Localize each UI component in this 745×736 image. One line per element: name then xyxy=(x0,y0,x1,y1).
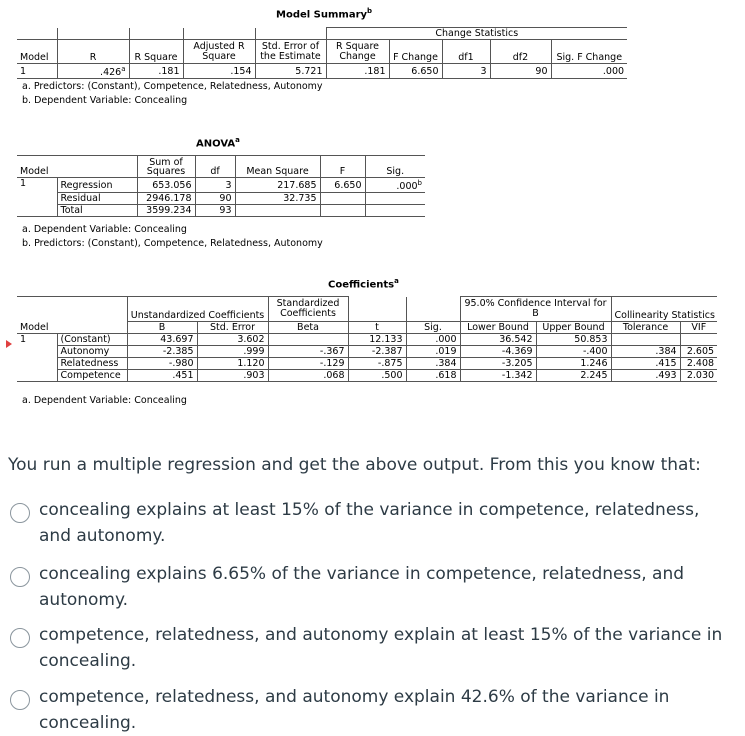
coef-b: -2.385 xyxy=(127,346,197,358)
coef-row-label: Autonomy xyxy=(57,346,127,358)
coef-t: -.875 xyxy=(348,358,406,370)
model-summary-title-text: Model Summary xyxy=(276,9,368,21)
coef-sig: .000 xyxy=(406,334,460,346)
coefficients-table xyxy=(17,296,717,382)
answer-option-2[interactable] xyxy=(10,561,730,613)
ms-sig: .000 xyxy=(551,64,627,79)
coef-vif: 2.605 xyxy=(680,346,717,358)
coef-b: .451 xyxy=(127,370,197,382)
ms-fchange: 6.650 xyxy=(389,64,442,79)
ms-se: 5.721 xyxy=(255,64,326,79)
coef-t: -2.387 xyxy=(348,346,406,358)
coefficients-title xyxy=(328,277,399,290)
ms-header-r: R xyxy=(57,40,129,64)
coef-ub: 1.246 xyxy=(536,358,611,370)
coef-lb: -4.369 xyxy=(460,346,536,358)
anova-empty xyxy=(365,193,425,205)
ms-header-df1: df1 xyxy=(442,40,490,64)
ms-header-df2: df2 xyxy=(490,40,551,64)
ms-df1: 3 xyxy=(442,64,490,79)
anova-df: 3 xyxy=(195,178,235,193)
coef-header-beta: Beta xyxy=(268,322,348,334)
ms-empty xyxy=(255,28,326,40)
radio-button[interactable] xyxy=(10,628,30,648)
coef-ub: 50.853 xyxy=(536,334,611,346)
coef-sig: .384 xyxy=(406,358,460,370)
coef-row-label: Relatedness xyxy=(57,358,127,370)
anova-note-a: a. Dependent Variable: Concealing xyxy=(22,224,187,235)
coef-beta: -.129 xyxy=(268,358,348,370)
ms-r-sup: a xyxy=(121,65,126,73)
radio-button[interactable] xyxy=(10,567,30,587)
ms-adj: .154 xyxy=(183,64,255,79)
anova-model: 1 xyxy=(17,178,57,217)
coef-sig: .618 xyxy=(406,370,460,382)
coef-tol xyxy=(611,334,680,346)
ms-empty xyxy=(183,28,255,40)
radio-button[interactable] xyxy=(10,690,30,710)
answer-option-1[interactable] xyxy=(10,497,730,549)
coef-model: 1 xyxy=(17,334,57,382)
ms-header-rsq-change: R Square Change xyxy=(326,40,389,64)
ms-empty xyxy=(17,28,57,40)
anova-f: 6.650 xyxy=(320,178,365,193)
answer-option-label: competence, relatedness, and autonomy explain 42.6% of the variance in concealing. xyxy=(39,687,670,733)
coef-header-vif: VIF xyxy=(680,322,717,334)
coef-beta: .068 xyxy=(268,370,348,382)
anova-empty xyxy=(320,205,365,217)
coef-vif xyxy=(680,334,717,346)
answer-option-label: concealing explains at least 15% of the variance in competence, relatedness, and autonomy. xyxy=(39,500,700,546)
coef-header-tol: Tolerance xyxy=(611,322,680,334)
coef-empty xyxy=(406,297,460,322)
coef-beta: -.367 xyxy=(268,346,348,358)
radio-button[interactable] xyxy=(10,503,30,523)
coef-header-t: t xyxy=(348,322,406,334)
ms-rsq-change: .181 xyxy=(326,64,389,79)
model-summary-title xyxy=(276,7,372,20)
anova-ms: 217.685 xyxy=(235,178,320,193)
coef-row-label: (Constant) xyxy=(57,334,127,346)
coef-t: 12.133 xyxy=(348,334,406,346)
coef-vif: 2.408 xyxy=(680,358,717,370)
coef-header-b: B xyxy=(127,322,197,334)
coefficients-title-sup: a xyxy=(394,277,399,285)
coef-group-col: Collinearity Statistics xyxy=(611,297,717,322)
coef-se: 3.602 xyxy=(197,334,268,346)
ms-rsquare: .181 xyxy=(129,64,183,79)
ms-note-b: b. Dependent Variable: Concealing xyxy=(22,95,188,106)
coef-vif: 2.030 xyxy=(680,370,717,382)
coef-se: .999 xyxy=(197,346,268,358)
anova-sig xyxy=(365,178,425,193)
coef-lb: -3.205 xyxy=(460,358,536,370)
anova-ms: 32.735 xyxy=(235,193,320,205)
coef-header-se: Std. Error xyxy=(197,322,268,334)
ms-r xyxy=(57,64,129,79)
anova-row-label: Residual xyxy=(57,193,137,205)
ms-header-sig: Sig. F Change xyxy=(551,40,627,64)
anova-title-sup: a xyxy=(235,136,240,144)
ms-empty xyxy=(57,28,129,40)
coef-b: 43.697 xyxy=(127,334,197,346)
coef-se: 1.120 xyxy=(197,358,268,370)
anova-df: 93 xyxy=(195,205,235,217)
coef-header-ub: Upper Bound xyxy=(536,322,611,334)
coef-ub: 2.245 xyxy=(536,370,611,382)
ms-df2: 90 xyxy=(490,64,551,79)
ms-header-fchange: F Change xyxy=(389,40,442,64)
anova-empty xyxy=(235,205,320,217)
ms-header-se: Std. Error of the Estimate xyxy=(255,40,326,64)
coef-t: .500 xyxy=(348,370,406,382)
ms-header-model: Model xyxy=(17,40,57,64)
coef-sig: .019 xyxy=(406,346,460,358)
coef-group-std: Standardized Coefficients xyxy=(268,297,348,322)
anova-header-df: df xyxy=(195,156,235,178)
anova-sig-value: .000 xyxy=(396,181,418,193)
coef-ub: -.400 xyxy=(536,346,611,358)
anova-header-f: F xyxy=(320,156,365,178)
coef-lb: -1.342 xyxy=(460,370,536,382)
ms-header-rsquare: R Square xyxy=(129,40,183,64)
coef-row-label: Competence xyxy=(57,370,127,382)
anova-sig-sup: b xyxy=(417,179,422,187)
anova-table xyxy=(17,155,425,217)
anova-title xyxy=(196,136,240,149)
coef-header-sig: Sig. xyxy=(406,322,460,334)
coef-se: .903 xyxy=(197,370,268,382)
anova-header-ms: Mean Square xyxy=(235,156,320,178)
question-text: You run a multiple regression and get the above output. From this you know that: xyxy=(8,455,701,475)
anova-ss: 3599.234 xyxy=(137,205,195,217)
model-summary-table xyxy=(17,27,627,79)
ms-note-a: a. Predictors: (Constant), Competence, Relatedness, Autonomy xyxy=(22,81,323,92)
coef-tol: .493 xyxy=(611,370,680,382)
coef-group-ci: 95.0% Confidence Interval for B xyxy=(460,297,611,322)
coef-group-unstd: Unstandardized Coefficients xyxy=(127,297,268,322)
coef-note-a: a. Dependent Variable: Concealing xyxy=(22,395,187,406)
anova-header-sig: Sig. xyxy=(365,156,425,178)
model-summary-title-sup: b xyxy=(367,7,373,15)
answer-option-label: competence, relatedness, and autonomy explain at least 15% of the variance in concealing. xyxy=(39,625,723,671)
coef-beta xyxy=(268,334,348,346)
anova-header-model: Model xyxy=(17,156,137,178)
coef-header-model: Model xyxy=(17,297,127,334)
anova-header-ss: Sum of Squares xyxy=(137,156,195,178)
row-marker-icon xyxy=(6,340,12,348)
anova-note-b: b. Predictors: (Constant), Competence, Relatedness, Autonomy xyxy=(22,238,323,249)
ms-change-stats-header: Change Statistics xyxy=(326,28,627,40)
coef-tol: .384 xyxy=(611,346,680,358)
answer-option-3[interactable] xyxy=(10,622,730,674)
answer-option-4[interactable] xyxy=(10,684,730,736)
anova-empty xyxy=(365,205,425,217)
coef-lb: 36.542 xyxy=(460,334,536,346)
anova-row-label: Total xyxy=(57,205,137,217)
anova-df: 90 xyxy=(195,193,235,205)
anova-row-label: Regression xyxy=(57,178,137,193)
ms-empty xyxy=(129,28,183,40)
ms-model: 1 xyxy=(17,64,57,79)
coef-empty xyxy=(348,297,406,322)
ms-header-adj: Adjusted R Square xyxy=(183,40,255,64)
coef-b: -.980 xyxy=(127,358,197,370)
anova-title-text: ANOVA xyxy=(196,138,236,150)
answer-option-label: concealing explains 6.65% of the variance in competence, relatedness, and autonomy. xyxy=(39,564,685,610)
coefficients-title-text: Coefficients xyxy=(328,279,395,291)
coef-tol: .415 xyxy=(611,358,680,370)
anova-ss: 2946.178 xyxy=(137,193,195,205)
anova-ss: 653.056 xyxy=(137,178,195,193)
coef-header-lb: Lower Bound xyxy=(460,322,536,334)
ms-r-value: .426 xyxy=(100,67,122,79)
anova-empty xyxy=(320,193,365,205)
